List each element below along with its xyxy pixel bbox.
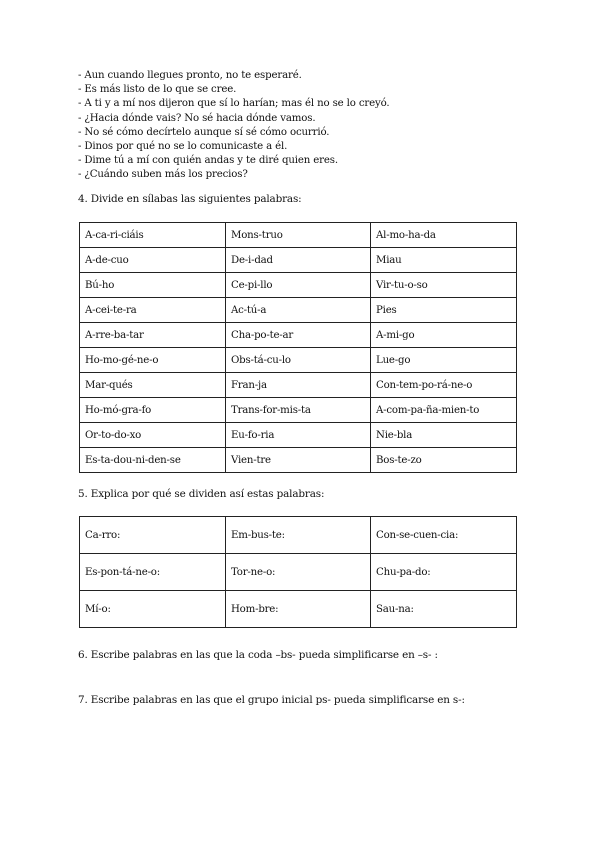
- table-row: [80, 273, 517, 298]
- table-row: [80, 348, 517, 373]
- exercise-6-heading: 6. Escribe palabras en las que la coda –bs- pueda simplificarse en –s- :: [78, 649, 438, 661]
- table-cell: Ca-rro:: [80, 517, 226, 554]
- exercise-5-heading: 5. Explica por qué se dividen así estas palabras:: [78, 488, 325, 500]
- table-cell: Ho-mó-gra-fo: [80, 398, 226, 423]
- table-cell: Al-mo-ha-da: [371, 223, 517, 248]
- table-cell: Mí-o:: [80, 591, 226, 628]
- table-row: [80, 223, 517, 248]
- syllable-table: [79, 222, 517, 473]
- sentence-line: - ¿Hacia dónde vais? No sé hacia dónde vamos.: [78, 112, 316, 124]
- table-cell: A-cei-te-ra: [80, 298, 226, 323]
- table-cell: Obs-tá-cu-lo: [226, 348, 371, 373]
- table-cell: Pies: [371, 298, 517, 323]
- table-cell: De-i-dad: [226, 248, 371, 273]
- exercise-7-heading: 7. Escribe palabras en las que el grupo inicial ps- pueda simplificarse en s-:: [78, 694, 465, 706]
- table-cell: A-com-pa-ña-mien-to: [371, 398, 517, 423]
- exercise-4-heading: 4. Divide en sílabas las siguientes palabras:: [78, 193, 302, 205]
- sentence-line: - ¿Cuándo suben más los precios?: [78, 169, 248, 181]
- sentence-line: - Dinos por qué no se lo comunicaste a él.: [78, 141, 288, 153]
- table-cell: A-de-cuo: [80, 248, 226, 273]
- table-row: [80, 517, 517, 554]
- table-row: [80, 423, 517, 448]
- table-row: [80, 373, 517, 398]
- sentence-list: [78, 69, 389, 183]
- explanation-table: [79, 516, 517, 628]
- table-cell: Trans-for-mis-ta: [226, 398, 371, 423]
- table-cell: Miau: [371, 248, 517, 273]
- table-cell: Nie-bla: [371, 423, 517, 448]
- table-cell: Con-se-cuen-cia:: [371, 517, 517, 554]
- table-row: [80, 448, 517, 473]
- table-cell: Cha-po-te-ar: [226, 323, 371, 348]
- table-cell: Mar-qués: [80, 373, 226, 398]
- table-cell: Ho-mo-gé-ne-o: [80, 348, 226, 373]
- table-cell: Eu-fo-ria: [226, 423, 371, 448]
- table-row: [80, 298, 517, 323]
- table-cell: Es-pon-tá-ne-o:: [80, 554, 226, 591]
- table-row: [80, 398, 517, 423]
- table-cell: Vien-tre: [226, 448, 371, 473]
- sentence-line: - Dime tú a mí con quién andas y te diré quien eres.: [78, 155, 338, 167]
- table-cell: Ce-pi-llo: [226, 273, 371, 298]
- table-cell: Or-to-do-xo: [80, 423, 226, 448]
- table-cell: Mons-truo: [226, 223, 371, 248]
- table-row: [80, 248, 517, 273]
- sentence-line: - A ti y a mí nos dijeron que sí lo harían; mas él no se lo creyó.: [78, 98, 390, 110]
- sentence-line: - Aun cuando llegues pronto, no te esperaré.: [78, 70, 302, 81]
- table-cell: Hom-bre:: [226, 591, 371, 628]
- table-cell: Con-tem-po-rá-ne-o: [371, 373, 517, 398]
- table-cell: Chu-pa-do:: [371, 554, 517, 591]
- table-cell: Lue-go: [371, 348, 517, 373]
- table-cell: A-ca-ri-ciáis: [80, 223, 226, 248]
- table-cell: Sau-na:: [371, 591, 517, 628]
- table-cell: Ac-tú-a: [226, 298, 371, 323]
- table-cell: A-mi-go: [371, 323, 517, 348]
- table-cell: Em-bus-te:: [226, 517, 371, 554]
- table-cell: Es-ta-dou-ni-den-se: [80, 448, 226, 473]
- table-cell: Vir-tu-o-so: [371, 273, 517, 298]
- table-cell: Bos-te-zo: [371, 448, 517, 473]
- table-cell: Fran-ja: [226, 373, 371, 398]
- sentence-line: - No sé cómo decírtelo aunque sí sé cómo ocurrió.: [78, 126, 330, 138]
- sentence-line: - Es más listo de lo que se cree.: [78, 84, 237, 96]
- table-row: [80, 323, 517, 348]
- table-cell: Bú-ho: [80, 273, 226, 298]
- table-cell: Tor-ne-o:: [226, 554, 371, 591]
- table-row: [80, 591, 517, 628]
- table-cell: A-rre-ba-tar: [80, 323, 226, 348]
- table-row: [80, 554, 517, 591]
